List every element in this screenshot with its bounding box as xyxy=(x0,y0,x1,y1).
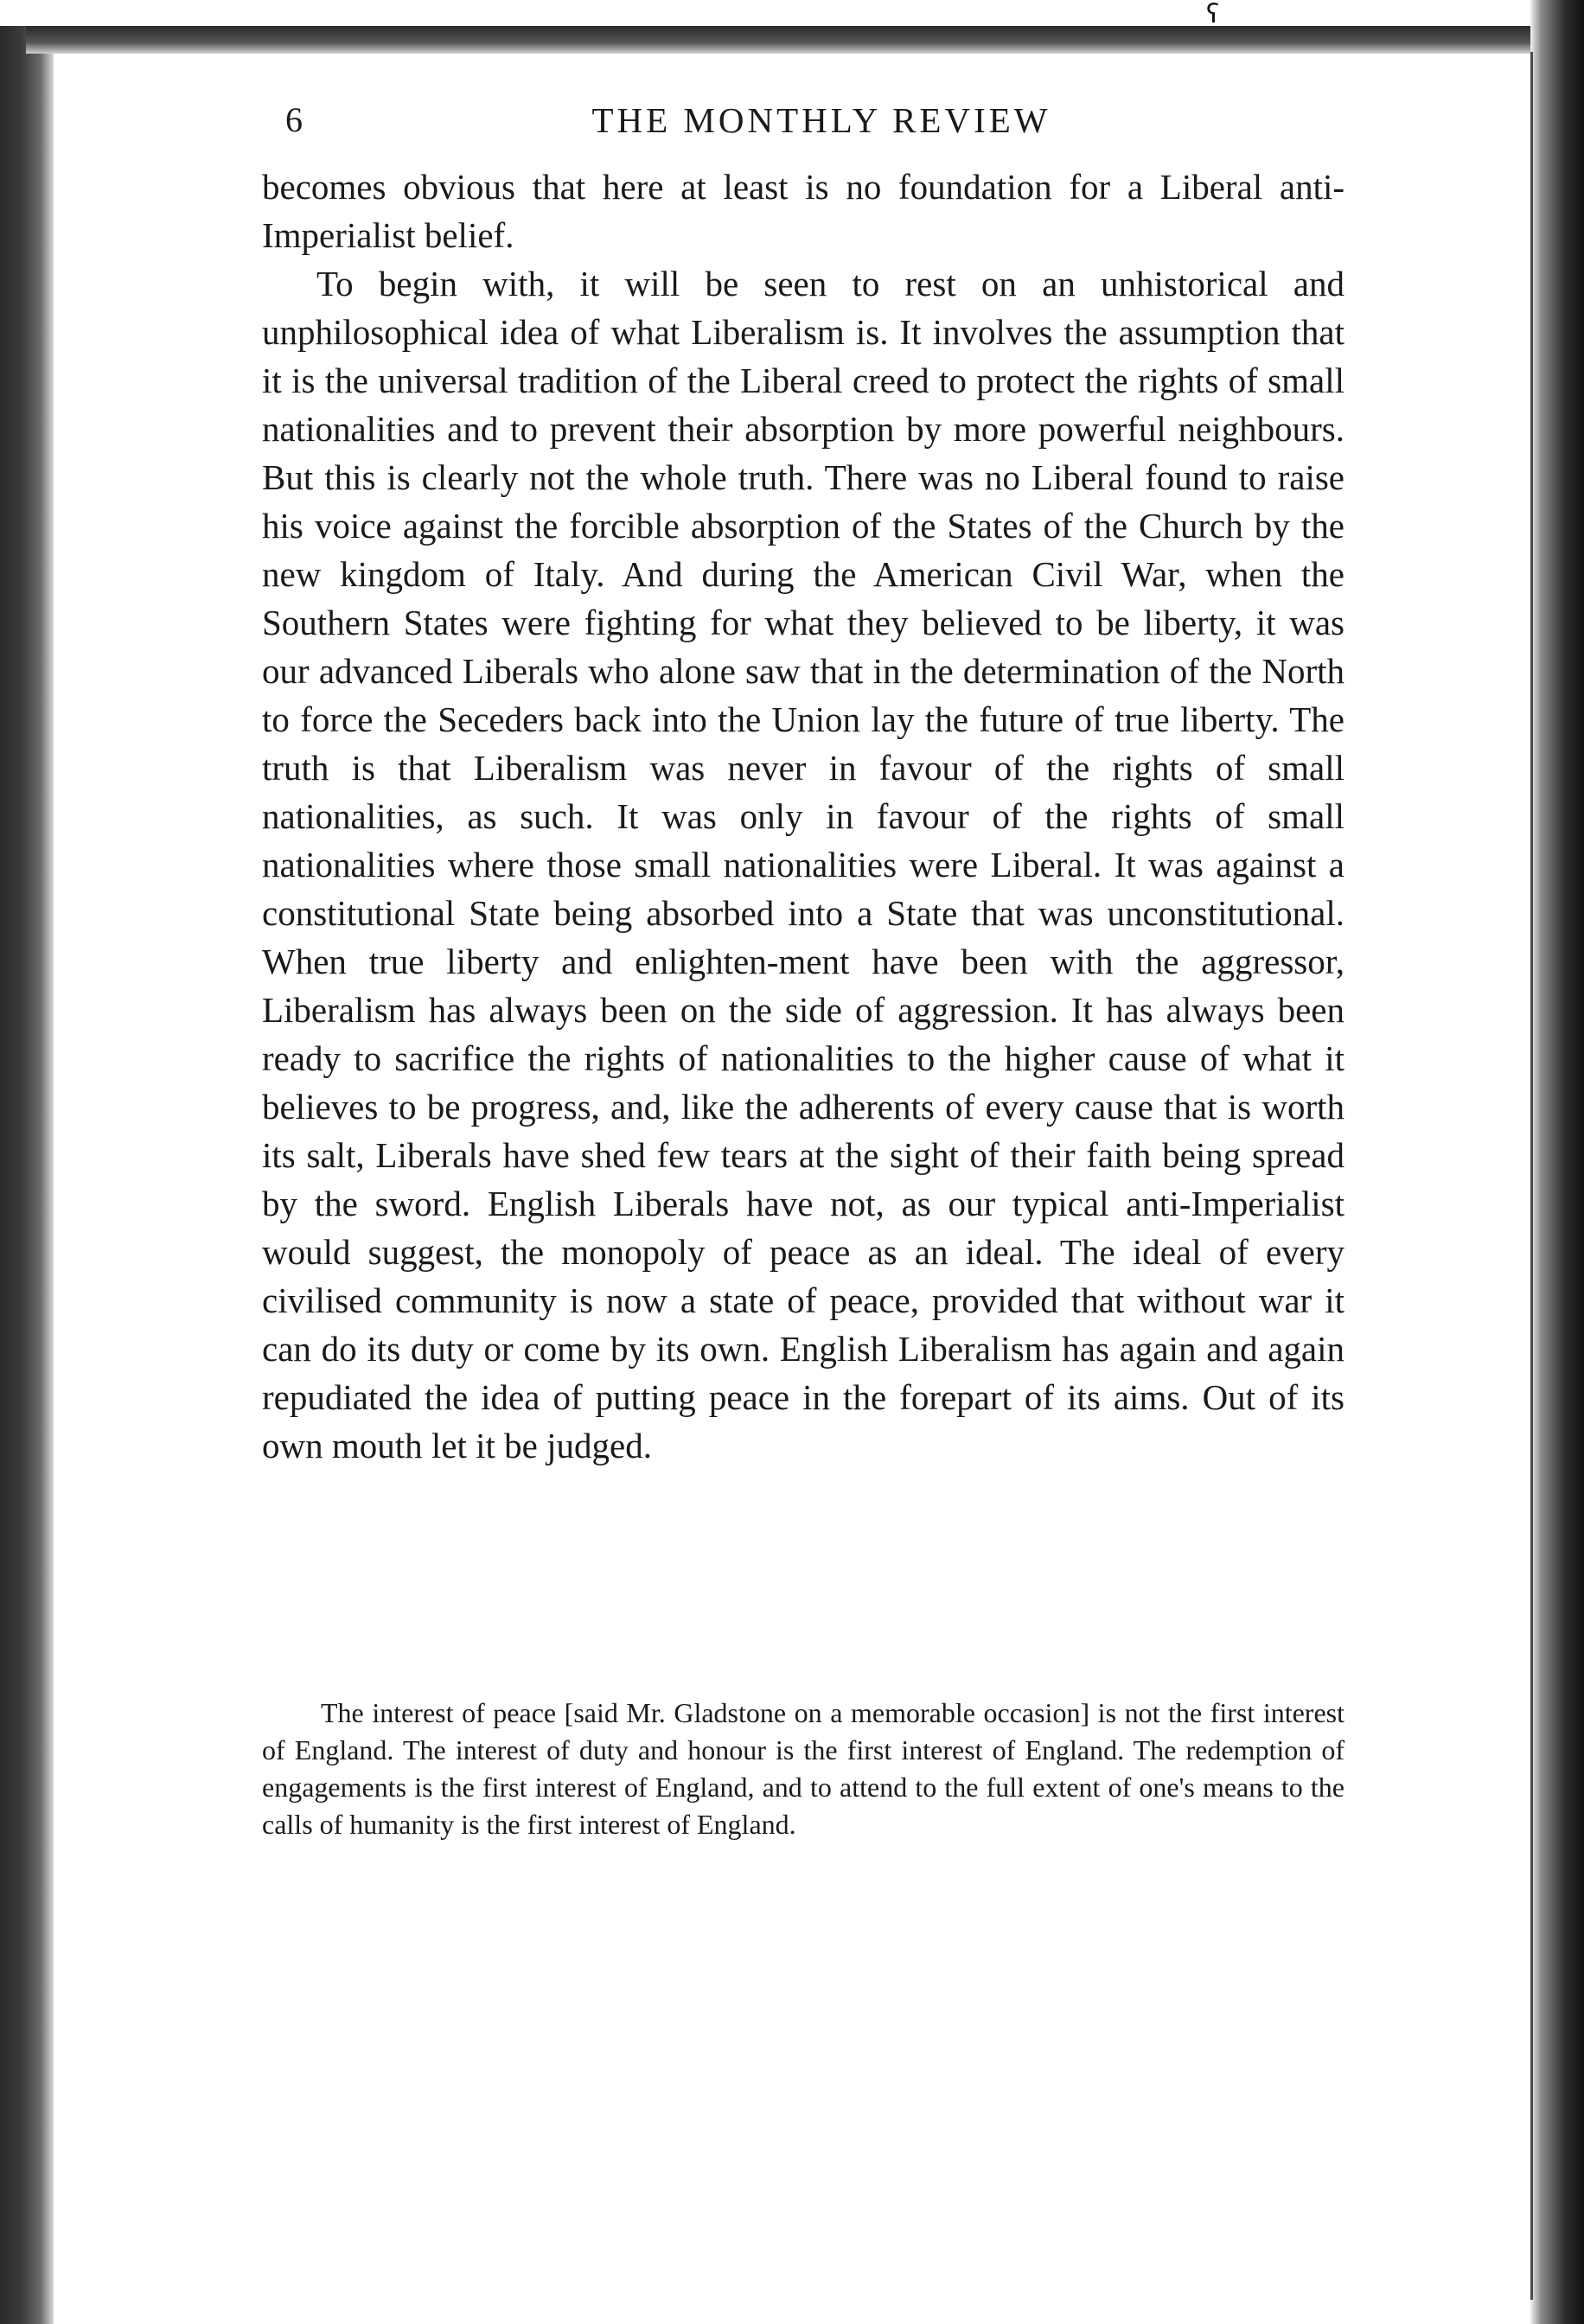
scan-border-top xyxy=(26,26,1548,54)
page-number: 6 xyxy=(285,100,303,139)
journal-title: THE MONTHLY REVIEW xyxy=(591,100,1051,140)
paragraph-continuation: becomes obvious that here at least is no foundation for a Liberal anti-Imperialist belief. xyxy=(262,167,1344,255)
gladstone-quotation: The interest of peace [said Mr. Gladstone on a memorable occasion] is not the first interest of England. The interest of duty and honour is the first interest of England. The redemption of engagements is the first interest of England, and to attend to the full extent of one's means to the calls of humanity is the first interest of England. xyxy=(262,1697,1344,1840)
scan-artifact-mark: ʕ xyxy=(1206,0,1220,29)
scan-border-right xyxy=(1530,0,1584,2324)
paragraph-main: To begin with, it will be seen to rest on an unhistorical and unphilosophical idea of what Liberalism is. It involves the assumption that it is the universal tradition of the Liberal creed to protect the rights of small nationalities and to prevent their absorption by more powerful neighbours. But this is clearly not the whole truth. There was no Liberal found to raise his voice against the forcible absorption of the States of the Church by the new kingdom of Italy. And during the American Civil War, when the Southern States were fighting for what they believed to be liberty, it was our advanced Liberals who alone saw that in the determination of the North to force the Seceders back into the Union lay the future of true liberty. The truth is that Liberalism was never in favour of the rights of small nationalities, as such. It was only in favour of the rights of small nationalities where those small nationalities were Liberal. It was against a constitutional State being absorbed into a State that was unconstitutional. When true liberty and enlighten-ment have been with the aggressor, Liberalism has always been on the side of aggression. It has always been ready to sacrifice the rights of nationalities to the higher cause of what it believes to be progress, and, like the adherents of every cause that is worth its salt, Liberals have shed few tears at the sight of their faith being spread by the sword. English Liberals have not, as our typical anti-Imperialist would suggest, the monopoly of peace as an ideal. The ideal of every civilised community is now a state of peace, provided that without war it can do its duty or come by its own. English Liberalism has again and again repudiated the idea of putting peace in the forepart of its aims. Out of its own mouth let it be judged. xyxy=(262,264,1344,1465)
running-head xyxy=(285,99,1357,151)
page-fold-line xyxy=(1530,52,1533,2300)
article-body xyxy=(262,163,1344,1470)
scan-border-left xyxy=(0,26,54,2324)
